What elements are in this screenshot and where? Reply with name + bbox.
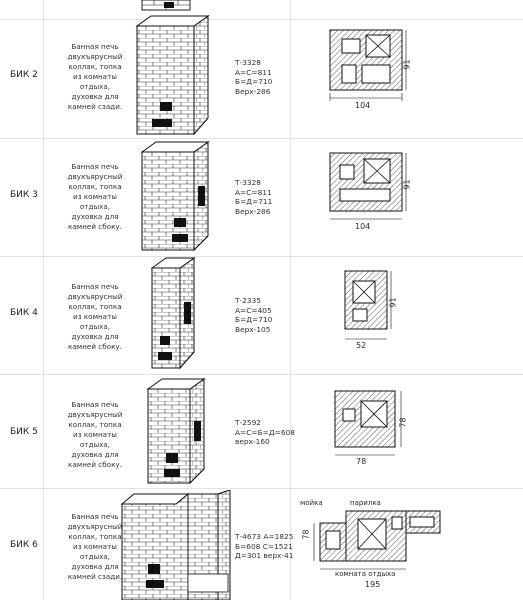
spec-line: Верх-286 [235, 86, 271, 96]
row-description [50, 162, 140, 232]
desc-line: отдыха, [79, 322, 111, 331]
row-spec [235, 296, 272, 334]
spec-line: Т-3328 [235, 178, 261, 187]
row-description [50, 282, 140, 352]
row-description [50, 42, 140, 112]
desc-line: духовка для [71, 332, 119, 341]
spec-line: Д=301 верх-41 [235, 551, 294, 560]
desc-line: отдыха, [79, 552, 111, 561]
desc-line: коллак, топка [68, 182, 122, 191]
row-code: БИК 2 [10, 70, 38, 80]
desc-line: камней сбоку. [68, 222, 122, 231]
plan-label-left: мойка [300, 499, 323, 507]
spec-line: Верх-286 [235, 206, 271, 216]
desc-line: духовка для [71, 92, 119, 101]
spec-line: Т-2335 [235, 296, 261, 305]
desc-line: двухъярусный [67, 172, 123, 181]
dimension-width: 104 [355, 222, 371, 231]
desc-line: Банная печь [71, 282, 119, 291]
stove-drawing [132, 14, 218, 136]
row-divider [0, 256, 523, 257]
dimension-height: 78 [301, 529, 311, 540]
spec-line: А=С=811 [235, 187, 272, 197]
spec-line: Т-2592 [235, 418, 261, 427]
column-divider [43, 0, 44, 600]
dimension-width: 104 [355, 101, 371, 110]
desc-line: Банная печь [71, 162, 119, 171]
row-divider [0, 138, 523, 139]
dimension-width: 78 [356, 457, 367, 466]
dimension-height: 78 [398, 417, 408, 428]
floor-plan [296, 505, 446, 575]
dimension-height: 91 [388, 297, 398, 308]
desc-line: отдыха, [79, 202, 111, 211]
plan-label-right: парилка [350, 499, 381, 507]
desc-line: камней сбоку. [68, 460, 122, 469]
desc-line: коллак, топка [68, 302, 122, 311]
plan-label-bottom: комната отдыха [335, 570, 396, 578]
desc-line: камней сзади. [67, 102, 123, 111]
spec-line: Т-3328 [235, 58, 261, 67]
stove-drawing [118, 490, 234, 600]
desc-line: двухъярусный [67, 52, 123, 61]
desc-line: Банная печь [71, 42, 119, 51]
desc-line: камней сбоку. [68, 342, 122, 351]
dimension-height: 91 [402, 59, 412, 70]
desc-line: двухъярусный [67, 522, 123, 531]
desc-line: отдыха, [79, 440, 111, 449]
spec-line: А=С=811 [235, 67, 272, 77]
row-description [50, 400, 140, 470]
desc-line: духовка для [71, 212, 119, 221]
desc-line: коллак, топка [68, 420, 122, 429]
spec-line: Б=608 С=1521 [235, 541, 293, 551]
stove-drawing [148, 256, 202, 370]
dimension-width: 195 [365, 580, 381, 589]
desc-line: камней сзади. [67, 572, 123, 581]
row-divider [0, 488, 523, 489]
desc-line: из комнаты [73, 312, 117, 321]
row-spec [235, 58, 272, 96]
row-spec [235, 532, 293, 561]
dimension-height: 91 [402, 179, 412, 190]
desc-line: коллак, топка [68, 62, 122, 71]
row-code: БИК 6 [10, 540, 38, 550]
row-code: БИК 3 [10, 190, 38, 200]
stove-drawing [138, 140, 214, 252]
desc-line: духовка для [71, 562, 119, 571]
spec-line: Верх-105 [235, 324, 271, 334]
desc-line: Банная печь [71, 512, 119, 521]
spec-line: Б=Д=710 [235, 315, 273, 324]
dimension-width: 52 [356, 341, 367, 350]
row-spec [235, 418, 295, 447]
row-code: БИК 4 [10, 308, 38, 318]
desc-line: из комнаты [73, 72, 117, 81]
desc-line: двухъярусный [67, 410, 123, 419]
desc-line: из комнаты [73, 430, 117, 439]
row-divider [0, 374, 523, 375]
row-code: БИК 5 [10, 427, 38, 437]
spec-line: верх-160 [235, 437, 270, 446]
spec-line: Т-4673 А=1825 [235, 532, 294, 541]
desc-line: Банная печь [71, 400, 119, 409]
spec-line: Б=Д=710 [235, 77, 273, 86]
desc-line: коллак, топка [68, 532, 122, 541]
stove-drawing [144, 377, 210, 487]
partial-stove-top [140, 0, 200, 12]
desc-line: духовка для [71, 450, 119, 459]
column-divider [290, 0, 291, 600]
spec-line: Б=Д=711 [235, 197, 273, 206]
desc-line: из комнаты [73, 542, 117, 551]
spec-line: А=С=Б=Д=608 [235, 427, 295, 437]
spec-line: А=С=405 [235, 305, 272, 315]
row-divider [0, 19, 523, 20]
desc-line: двухъярусный [67, 292, 123, 301]
desc-line: из комнаты [73, 192, 117, 201]
row-spec [235, 178, 272, 216]
desc-line: отдыха, [79, 82, 111, 91]
